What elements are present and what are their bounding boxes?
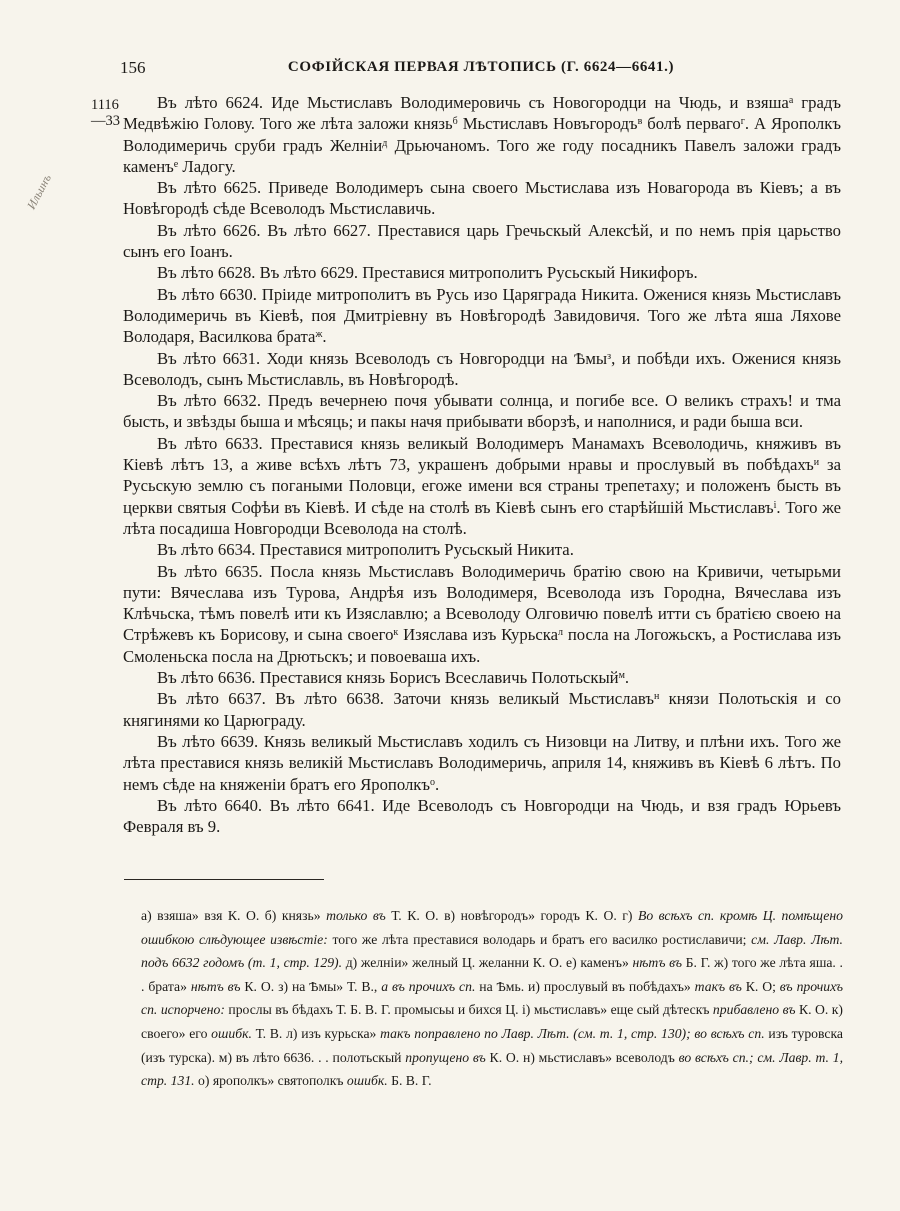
footnote-marker: н xyxy=(653,691,660,703)
entry-text: посла на Логожьскъ, а Ростислава изъ Смоленьска посла на Дрютьскъ; и повоеваша ихъ. xyxy=(123,625,841,666)
footnote-editorial-remark: см. Лавр. Лѣт. подъ 6632 годомъ (т. 1, стр. 129). xyxy=(141,931,843,971)
footnote-text: К. О. з) на Ѣмы» Т. В., xyxy=(240,978,382,994)
entry-text: . Того же лѣта посадиша Новгородци Всеволода на столѣ. xyxy=(123,497,841,538)
entry-text: Въ лѣто 6639. Князь великый Мьстиславъ ходилъ съ Низовци на Литву, и плѣни ихъ. Того же лѣта преставися князь великій Мьстиславъ Володимеричь, априля 14, княживъ въ Кіевѣ 6 лѣтъ. По немъ сѣде на княженіи братъ его Ярополкъ xyxy=(123,731,841,794)
footnote-editorial-remark: во всѣхъ сп.; см. Лавр. т. 1, стр. 131. xyxy=(141,1049,844,1089)
footnote-marker: ж xyxy=(315,329,323,341)
entry-text: Въ лѣто 6637. Въ лѣто 6638. Заточи князь великый Мьстиславъ xyxy=(157,689,654,709)
footnote-marker: б xyxy=(452,116,458,128)
footnote-text: Т. К. О. в) новѣгородъ» городъ К. О. г) xyxy=(385,908,638,923)
entry-text: болѣ перваго xyxy=(642,114,741,134)
entry-text: Въ лѣто 6634. Преставися митрополитъ Русьскый Никита. xyxy=(157,540,574,560)
footnote-editorial-remark: въ прочихъ сп. испорчено: xyxy=(141,978,843,1018)
footnote-editorial-remark: нѣтъ въ xyxy=(632,955,682,971)
chronicle-entry xyxy=(123,561,841,667)
entry-text: Въ лѣто 6633. Преставися князь великый Володимеръ Манамахъ Всеволодичь, княживъ въ Кіевѣ лѣтъ 13, а живе всѣхъ лѣтъ 73, украшенъ добрыми нравы и прослувый въ побѣдахъ xyxy=(123,433,841,475)
chronicle-entry xyxy=(123,539,841,560)
footnote-marker: і xyxy=(773,499,777,511)
margin-year-end: —33 xyxy=(91,113,120,129)
footnote-rule xyxy=(124,879,324,880)
footnote-marker: г xyxy=(740,116,745,128)
chronicle-entry xyxy=(123,667,841,688)
footnote-editorial-remark: пропущено въ xyxy=(405,1049,486,1065)
footnote-text: Б. Г. ж) того же лѣта яша. . . брата» xyxy=(141,955,843,994)
margin-year-start: 1116 xyxy=(91,97,119,113)
footnote-marker: к xyxy=(393,627,399,639)
entry-text: . xyxy=(322,327,327,347)
entry-text: князи Полотьскія и со княгинями ко Царюграду. xyxy=(123,689,841,730)
entry-text: Ладогу. xyxy=(178,156,236,176)
entry-text: . xyxy=(435,774,440,794)
entry-text: Въ лѣто 6626. Въ лѣто 6627. Преставися царь Гречьскый Алексѣй, и по немъ прія царьство сынъ его Іоанъ. xyxy=(123,220,841,262)
entry-text: Въ лѣто 6636. Преставися князь Борисъ Всеславичь Полотьскый xyxy=(157,668,619,688)
footnote-editorial-remark: прибавлено въ xyxy=(712,1002,796,1018)
page-header xyxy=(120,58,842,82)
chronicle-text xyxy=(123,92,841,837)
chronicle-entry xyxy=(123,731,841,795)
footnote-text: К. О; xyxy=(741,978,780,994)
chronicle-entry xyxy=(123,348,841,391)
page-number: 156 xyxy=(120,58,146,77)
footnote-text: Б. В. Г. xyxy=(387,1073,432,1089)
entry-text: Въ лѣто 6631. Ходи князь Всеволодъ съ Новгородци на Ѣмы xyxy=(157,348,608,368)
footnote-marker: л xyxy=(558,627,564,639)
chronicle-entry xyxy=(123,220,841,263)
footnote-editorial-remark: такъ въ xyxy=(694,978,742,994)
entry-text: , и побѣди ихъ. Оженися князь Всеволодъ, сынъ Мьстиславль, въ Новѣгородѣ. xyxy=(123,348,841,389)
footnote-text: К. О. н) мьстиславъ» всеволодъ xyxy=(485,1049,679,1065)
footnote-editorial-remark: ошибк. xyxy=(346,1073,388,1089)
handwritten-margin-note: Ильинъ xyxy=(24,171,54,212)
entry-text: за Русьскую землю съ погаными Половци, егоже имени вся страны трепетаху; и положенъ бысть въ церкви святыя Софѣи въ Кіевѣ. И сѣде на столѣ въ Кіевѣ сынъ его старѣйшій Мьстиславъ xyxy=(123,455,842,517)
footnote-text: Т. В. л) изъ курьска» xyxy=(251,1025,381,1041)
entry-text: . xyxy=(624,668,630,688)
running-title: СОФІЙСКАЯ ПЕРВАЯ ЛѢТОПИСЬ (Г. 6624—6641.) xyxy=(287,59,675,75)
chronicle-entry xyxy=(123,284,841,348)
footnote-marker: д xyxy=(382,137,388,149)
entry-text: Въ лѣто 6628. Въ лѣто 6629. Преставися митрополитъ Русьскый Никифоръ. xyxy=(157,263,698,283)
footnote-marker: е xyxy=(173,158,179,170)
chronicle-entry xyxy=(123,433,841,539)
footnote-marker: и xyxy=(813,457,820,469)
footnote-text: на Ѣмь. и) прослувый въ побѣдахъ» xyxy=(475,978,695,994)
entry-text: Въ лѣто 6630. Пріиде митрополитъ въ Русь изо Царяграда Никита. Оженися князь Мьстиславъ Володимеричь въ Кіевѣ, поя Дмитріевну въ Новѣгородѣ Завидовичя. Того же лѣта яша Ляхове Володаря, Василкова брата xyxy=(123,284,841,347)
footnote-editorial-remark: Во всѣхъ сп. кромѣ Ц. помѣщено ошибкою слѣдующее извѣстіе: xyxy=(141,908,843,947)
footnote-editorial-remark: такъ поправлено по Лавр. Лѣт. (см. т. 1, стр. 130); во всѣхъ сп. xyxy=(380,1025,765,1041)
footnote-marker: а xyxy=(788,95,794,106)
footnote-text: того же лѣта преставися володарь и братъ его василко ростиславичи; xyxy=(327,931,752,947)
chronicle-entry xyxy=(123,177,841,220)
footnote-editorial-remark: нѣтъ въ xyxy=(190,978,241,994)
chronicle-entry xyxy=(123,390,841,433)
footnote-marker: о xyxy=(430,776,436,788)
footnote-editorial-remark: а въ прочихъ сп. xyxy=(381,978,476,994)
footnote-paragraph xyxy=(141,904,843,1093)
footnote-text: К. О. к) своего» его xyxy=(141,1002,843,1041)
footnote-marker: з xyxy=(607,350,612,362)
footnote-editorial-remark: ошибк. xyxy=(211,1025,252,1041)
chronicle-entry xyxy=(123,262,841,283)
entry-text: Въ лѣто 6632. Предъ вечернею почя убывати солнца, и погибе все. О великъ страхъ! и тма бысть, и звѣзды быша и мѣсяць; и пакы начя прибывати вборзѣ, и наполнися, и ради быша вси. xyxy=(123,391,841,432)
entry-text: Изяслава изъ Курьска xyxy=(398,625,559,645)
footnote-text: а) взяша» взя К. О. б) князь» xyxy=(141,908,327,923)
entry-text: Мьстиславъ Новъгородъ xyxy=(457,114,638,134)
chronicle-entry xyxy=(123,795,841,838)
footnotes xyxy=(141,904,843,1093)
entry-text: . А Ярополкъ Володимеричь сруби градъ Желніи xyxy=(123,114,841,155)
chronicle-entry xyxy=(123,688,841,731)
footnote-text: о) ярополкъ» святополкъ xyxy=(194,1073,347,1089)
footnote-editorial-remark: только въ xyxy=(326,908,386,923)
entry-text: Въ лѣто 6640. Въ лѣто 6641. Иде Всеволодъ съ Новгородци на Чюдь, и взя градъ Юрьевъ Февраля въ 9. xyxy=(123,795,841,837)
footnote-text: прослы въ бѣдахъ Т. Б. В. Г. промысьы и бихся Ц. і) мьстиславъ» еще сый дѣтескъ xyxy=(224,1002,713,1018)
entry-text: Дрьючаномъ. Того же году посадникъ Павелъ заложи градъ каменъ xyxy=(123,135,842,176)
entry-text: Въ лѣто 6635. Посла князь Мьстиславъ Володимеричь братію свою на Кривичи, четырьми пути: Вячеслава изъ Турова, Андрѣя изъ Володимеря, Всеволода изъ Городна, Вячеслава изъ Клѣчьска, тѣмъ повелѣ ити къ Изяславлю; а Всеволоду Олговичю повелѣ итти съ братією своею на Стрѣжевъ къ Борисову, и сына своего xyxy=(123,561,841,645)
entry-text: Въ лѣто 6625. Приведе Володимеръ сына своего Мьстислава изъ Новагорода въ Кіевъ; а въ Новѣгородѣ сѣде Всеволодъ Мьстиславичь. xyxy=(123,178,841,219)
footnote-marker: м xyxy=(618,670,625,682)
entry-text: Въ лѣто 6624. Иде Мьстиславъ Володимеровичь съ Новогородци на Чюдь, и взяша xyxy=(157,93,789,112)
footnote-marker: в xyxy=(637,116,643,128)
chronicle-entry xyxy=(123,92,841,177)
footnote-text: д) желніи» желный Ц. желанни К. О. е) каменъ» xyxy=(342,955,633,971)
footnote-text: изъ туровска (изъ турска). м) въ лѣто 6636. . . полотьскый xyxy=(141,1025,843,1065)
entry-text: градъ Медвѣжію Голову. Того же лѣта заложи князь xyxy=(123,93,841,134)
